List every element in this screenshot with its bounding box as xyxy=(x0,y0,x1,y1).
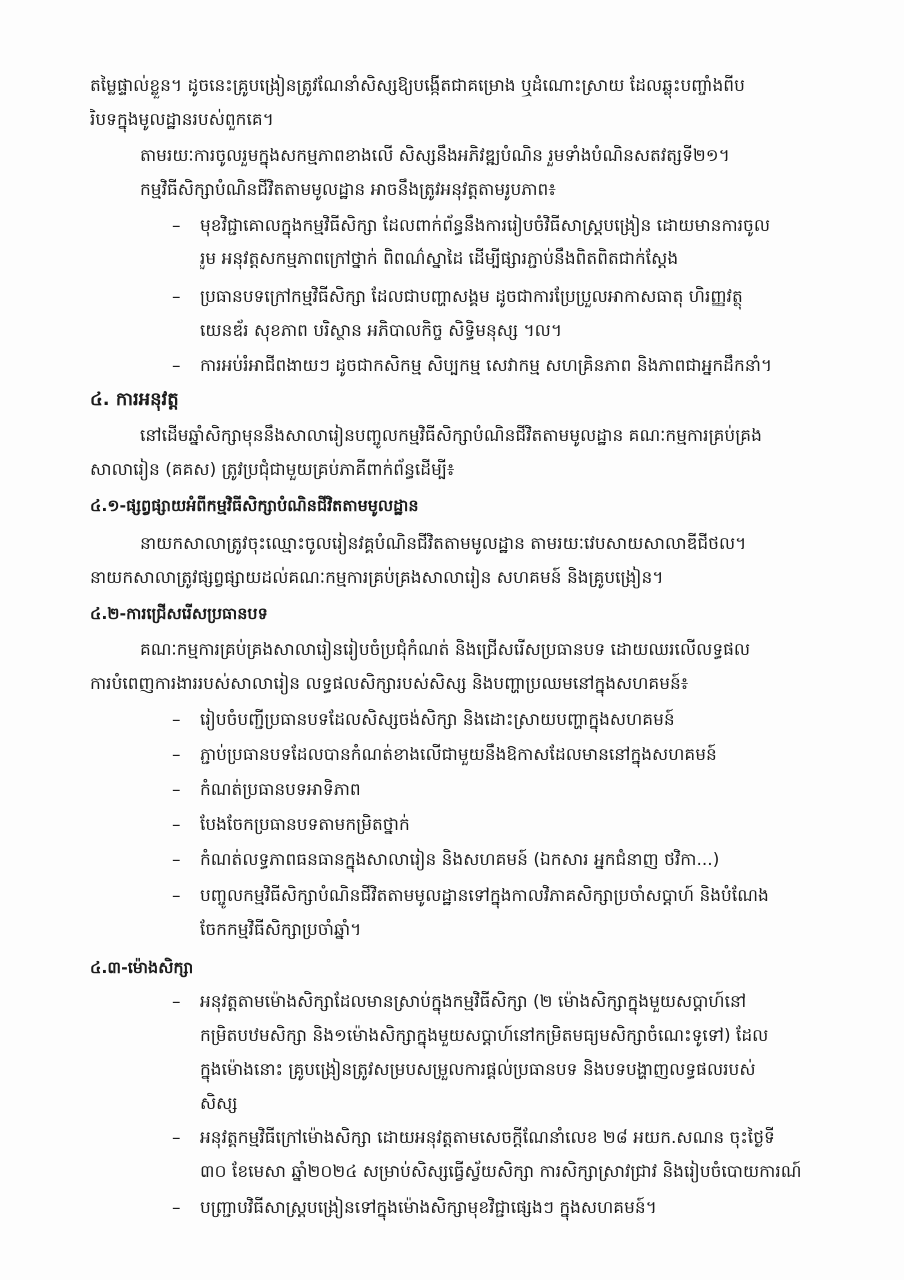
forms-paragraph: កម្មវិធីសិក្សាបំណិនជីវិតតាមមូលដ្ឋាន អាចនឹងត្រូវអនុវត្តតាមរូបភាព៖ xyxy=(140,180,556,200)
list-item-line: យេនឌ័រ សុខភាព បរិស្ថាន អភិបាលកិច្ច សិទ្ធិមនុស្ស ។ល។ xyxy=(200,321,563,341)
list-dash: – xyxy=(172,745,181,765)
section-4-line-2: សាលារៀន (គគស) ត្រូវប្រជុំជាមួយគ្រប់ភាគីពាក់ព័ន្ធដើម្បី៖ xyxy=(90,460,455,480)
list-dash: – xyxy=(172,1128,181,1148)
subsection-4-2-line-1: គណៈកម្មការគ្រប់គ្រងសាលារៀនរៀបចំប្រជុំកំណត់ និងជ្រើសរើសប្រធានបទ ដោយឈរលើលទ្ធផល xyxy=(140,640,751,660)
list-dash: – xyxy=(172,710,181,730)
list-item-line: បែងចែកប្រធានបទតាមកម្រិតថ្នាក់ xyxy=(200,815,410,835)
list-item-line: ក្នុងម៉ោងនោះ គ្រូបង្រៀនត្រូវសម្របសម្រួលការផ្តល់ប្រធានបទ និងបទបង្ហាញលទ្ធផលរបស់ xyxy=(200,1060,756,1080)
list-item-line: កំណត់លទ្ធភាពធនធានក្នុងសាលារៀន និងសហគមន៍ (ឯកសារ អ្នកជំនាញ ថវិកា...) xyxy=(200,850,720,870)
list-item-line: កម្រិតបឋមសិក្សា និង១ម៉ោងសិក្សាក្នុងមួយសប្តាហ៍នៅកម្រិតមធ្យមសិក្សាចំណេះទូទៅ) ដែល xyxy=(200,1026,769,1046)
list-dash: – xyxy=(172,216,181,236)
list-dash: – xyxy=(172,850,181,870)
subsection-4-2-line-2: ការបំពេញការងាររបស់សាលារៀន លទ្ធផលសិក្សារបស់សិស្ស និងបញ្ហាប្រឈមនៅក្នុងសហគមន៍៖ xyxy=(90,674,689,694)
list-dash: – xyxy=(172,356,181,376)
list-item-line: អនុវត្តតាមម៉ោងសិក្សាដែលមានស្រាប់ក្នុងកម្មវិធីសិក្សា (២ ម៉ោងសិក្សាក្នុងមួយសប្តាហ៍នៅ xyxy=(200,992,747,1012)
list-item-line: ៣០ ខែមេសា ឆ្នាំ២០២៤ សម្រាប់សិស្សធ្វើស្វ័យសិក្សា ការសិក្សាស្រាវជ្រាវ និងរៀបចំបោយការណ៍ xyxy=(200,1162,802,1182)
subsection-4-1-heading: ៤.១-ផ្សព្វផ្សាយអំពីកម្មវិធីសិក្សាបំណិនជីវិតតាមមូលដ្ឋាន xyxy=(90,496,419,515)
list-item-line: ប្រធានបទក្រៅកម្មវិធីសិក្សា ដែលជាបញ្ហាសង្គម ដូចជាការប្រែប្រួលអាកាសធាតុ ហិរញ្ញវត្ថុ xyxy=(200,287,743,307)
list-dash: – xyxy=(172,815,181,835)
list-dash: – xyxy=(172,287,181,307)
section-4-line-1: នៅដើមឆ្នាំសិក្សាមុននឹងសាលារៀនបញ្ចូលកម្មវិធីសិក្សាបំណិនជីវិតតាមមូលដ្ឋាន គណៈកម្មការគ្រប់គ្រង xyxy=(140,426,762,446)
subsection-4-3-heading: ៤.៣-ម៉ោងសិក្សា xyxy=(90,958,194,977)
list-item-line: អនុវត្តកម្មវិធីក្រៅម៉ោងសិក្សា ដោយអនុវត្តតាមសេចក្តីណែនាំលេខ ២៨ អយក.សណន ចុះថ្ងៃទី xyxy=(200,1128,775,1148)
list-item-line: ចែកកម្មវិធីសិក្សាប្រចាំឆ្នាំ។ xyxy=(200,920,362,940)
list-dash: – xyxy=(172,886,181,906)
list-dash: – xyxy=(172,1198,181,1218)
list-item-line: បញ្ជ្រាបវិធីសាស្ត្របង្រៀនទៅក្នុងម៉ោងសិក្សាមុខវិជ្ជាផ្សេងៗ ក្នុងសហគមន៍។ xyxy=(200,1198,657,1218)
intro-line-2: រិបទក្នុងមូលដ្ឋានរបស់ពួកគេ។ xyxy=(90,110,274,130)
subsection-4-2-heading: ៤.២-ការជ្រើសរើសប្រធានបទ xyxy=(90,604,268,623)
list-item-line: បញ្ចូលកម្មវិធីសិក្សាបំណិនជីវិតតាមមូលដ្ឋានទៅក្នុងកាលវិភាគសិក្សាប្រចាំសប្តាហ៍ និងបំណែង xyxy=(200,886,769,906)
intro-line-1: តម្លៃផ្ទាល់ខ្លួន។ ដូចនេះគ្រូបង្រៀនត្រូវណែនាំសិស្សឱ្យបង្កើតជាគម្រោង ឬដំណោះស្រាយ ដែលឆ្លុះបញ្ចាំងពីប xyxy=(90,76,745,96)
list-item-line: សិស្ស xyxy=(200,1094,238,1114)
list-dash: – xyxy=(172,992,181,1012)
list-item-line: មុខវិជ្ជាគោលក្នុងកម្មវិធីសិក្សា ដែលពាក់ព័ន្ធនឹងការរៀបចំវិធីសាស្ត្របង្រៀន ដោយមានការចូល xyxy=(200,216,771,236)
subsection-4-1-line-2: នាយកសាលាត្រូវផ្សព្វផ្សាយដល់គណៈកម្មការគ្រប់គ្រងសាលារៀន សហគមន៍ និងគ្រូបង្រៀន។ xyxy=(90,568,664,588)
list-item-line: រៀបចំបញ្ជីប្រធានបទដែលសិស្សចង់សិក្សា និងដោះស្រាយបញ្ហាក្នុងសហគមន៍ xyxy=(200,710,675,730)
skills-paragraph: តាមរយៈការចូលរួមក្នុងសកម្មភាពខាងលើ សិស្សនឹងអភិវឌ្ឍបំណិន រួមទាំងបំណិនសតវត្សទី២១។ xyxy=(140,146,730,166)
subsection-4-1-line-1: នាយកសាលាត្រូវចុះឈ្មោះចូលរៀនវគ្គបំណិនជីវិតតាមមូលដ្ឋាន តាមរយៈវេបសាយសាលាឌីជីថល។ xyxy=(140,534,747,554)
list-item-line: កំណត់ប្រធានបទអាទិភាព xyxy=(200,780,361,800)
list-item-line: ការអប់រំអាជីពងាយៗ ដូចជាកសិកម្ម សិប្បកម្ម សេវាកម្ម សហគ្រិនភាព និងភាពជាអ្នកដឹកនាំ។ xyxy=(200,356,773,376)
list-dash: – xyxy=(172,780,181,800)
section-4-heading: ៤. ការអនុវត្ត xyxy=(90,389,179,410)
list-item-line: ភ្ជាប់ប្រធានបទដែលបានកំណត់ខាងលើជាមួយនឹងឱកាសដែលមាននៅក្នុងសហគមន៍ xyxy=(200,745,717,765)
list-item-line: រួម អនុវត្តសកម្មភាពក្រៅថ្នាក់ ពិពណ៌ស្នាដៃ ដើម្បីផ្សារភ្ជាប់នឹងពិតពិតជាក់ស្តែង xyxy=(200,249,679,269)
